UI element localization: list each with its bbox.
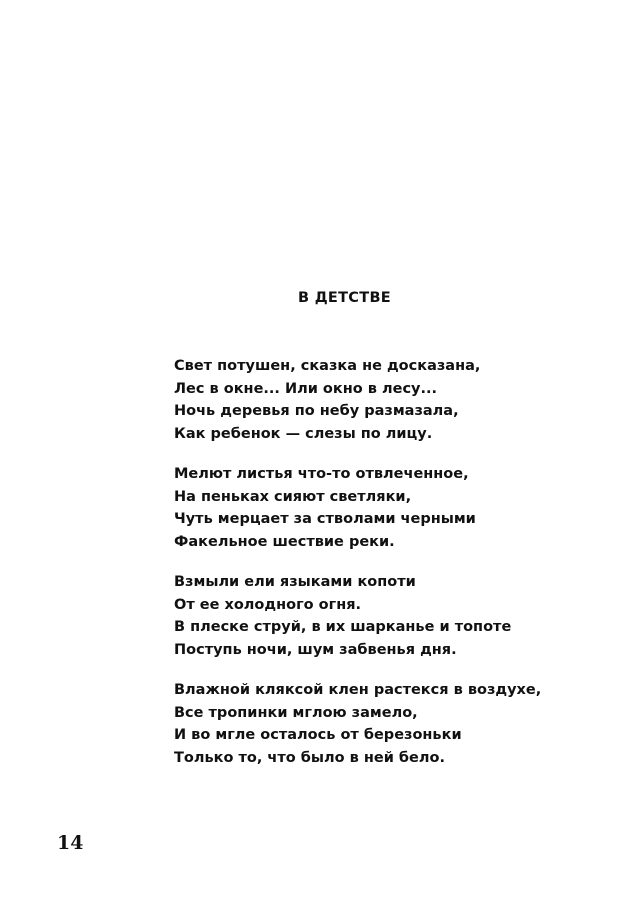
poem-line: Все тропинки мглою замело,	[174, 704, 418, 721]
stanza-2	[174, 463, 614, 553]
poem-line: Чуть мерцает за стволами черными	[174, 511, 476, 527]
poem-line: Лес в окне... Или окно в лесу...	[174, 380, 438, 397]
poem-line: Ночь деревья по небу размазала,	[174, 403, 459, 419]
poem-line: На пеньках сияют светляки,	[174, 488, 412, 505]
poem-line: В плеске струй, в их шарканье и топоте	[174, 619, 512, 635]
poem-line: От ее холодного огня.	[174, 596, 362, 613]
poem-line: И во мгле осталось от березоньки	[174, 727, 462, 743]
poem-line: Поступь ночи, шум забвенья дня.	[174, 641, 457, 658]
poem-line: Влажной кляксой клен растекся в воздухе,	[174, 682, 542, 698]
poem-line: Факельное шествие реки.	[174, 533, 395, 550]
stanza-3	[174, 571, 614, 661]
poem-line: Мелют листья что-то отвлеченное,	[174, 466, 469, 482]
stanza-1	[174, 355, 614, 445]
page-number: 14	[57, 832, 84, 854]
poem-body	[174, 355, 614, 787]
poem-title: В ДЕТСТВЕ	[298, 290, 391, 306]
poem-line: Как ребенок — слезы по лицу.	[174, 425, 433, 442]
poem-line: Свет потушен, сказка не досказана,	[174, 358, 481, 374]
poem-line: Только то, что было в ней бело.	[174, 749, 445, 766]
stanza-4	[174, 679, 614, 769]
poem-line: Взмыли ели языками копоти	[174, 574, 416, 590]
